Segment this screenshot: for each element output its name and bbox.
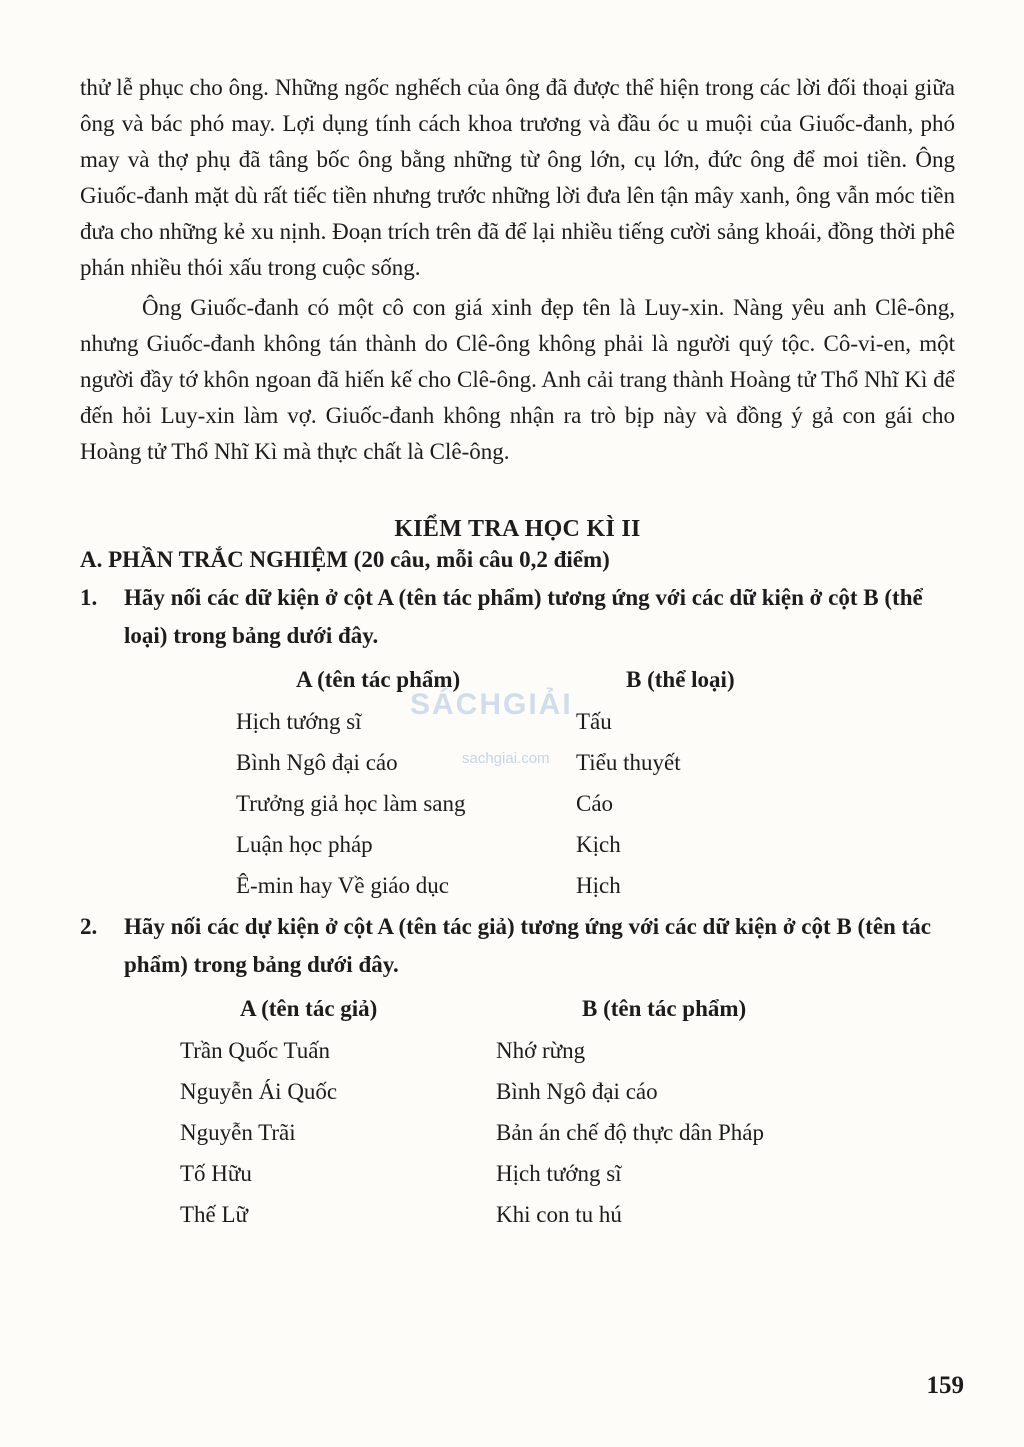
column-b-cell: Hịch <box>576 872 621 898</box>
section-title: KIỂM TRA HỌC KÌ II <box>394 516 641 542</box>
column-a-header: A (tên tác phẩm) <box>296 667 461 692</box>
page-content <box>80 70 955 1235</box>
paragraph-2: Ông Giuốc-đanh có một cô con giá xinh đẹp tên là Luy-xin. Nàng yêu anh Clê-ông, nhưng Giuốc-đanh không tán thành do Clê-ông không phải là người quý tộc. Cô-vi-en, một người đầy tớ khôn ngoan đã hiến kế cho Clê-ông. Anh cải trang thành Hoàng tử Thổ Nhĩ Kì để đến hỏi Luy-xin làm vợ. Giuốc-đanh không nhận ra trò bịp này và đồng ý gả con gái cho Hoàng tử Thổ Nhĩ Kì mà thực chất là Clê-ông. <box>80 295 955 464</box>
column-b-cell: Bình Ngô đại cáo <box>496 1078 658 1104</box>
question-text: Hãy nối các dự kiện ở cột A (tên tác giả) tương ứng với các dữ kiện ở cột B (tên tác phẩm) trong bảng dưới đây. <box>124 914 931 977</box>
column-a-cell: Luận học pháp <box>236 831 373 857</box>
paragraph-1: thử lễ phục cho ông. Những ngốc nghếch của ông đã được thể hiện trong các lời đối thoại giữa ông và bác phó may. Lợi dụng tính cách khoa trương và đầu óc u muội của Giuốc-đanh, phó may và thợ phụ đã tâng bốc ông bằng những từ ông lớn, cụ lớn, đức ông để moi tiền. Ông Giuốc-đanh mặt dù rất tiếc tiền nhưng trước những lời đưa lên tận mây xanh, ông vẫn móc tiền đưa cho những kẻ xu nịnh. Đoạn trích trên đã để lại nhiều tiếng cười sảng khoái, đồng thời phê phán nhiều thói xấu trong cuộc sống. <box>80 75 955 280</box>
question-number: 2. <box>80 914 98 939</box>
column-b-cell: Bản án chế độ thực dân Pháp <box>496 1119 764 1145</box>
column-a-cell: Trưởng giả học làm sang <box>236 790 466 816</box>
column-b-header: B (thể loại) <box>626 667 735 692</box>
page-number: 159 <box>926 1372 964 1399</box>
watermark-logo: SÁCHGIẢI <box>410 688 573 721</box>
table-header <box>80 988 955 1030</box>
table-row <box>80 1030 955 1071</box>
table-row <box>80 824 955 865</box>
column-b-cell: Tiểu thuyết <box>576 749 681 775</box>
table-row <box>80 865 955 906</box>
question-1 <box>80 579 955 655</box>
column-a-cell: Bình Ngô đại cáo <box>236 749 398 775</box>
column-b-cell: Kịch <box>576 831 621 857</box>
column-a-cell: Hịch tướng sĩ <box>236 708 362 734</box>
watermark-url: sachgiai.com <box>462 750 550 767</box>
column-a-header: A (tên tác giả) <box>240 996 378 1021</box>
table-row <box>80 1194 955 1235</box>
table-row <box>80 783 955 824</box>
column-b-cell: Cáo <box>576 790 614 816</box>
column-b-cell: Khi con tu hú <box>496 1201 622 1227</box>
question-text: Hãy nối các dữ kiện ở cột A (tên tác phẩm) tương ứng với các dữ kiện ở cột B (thể loại) trong bảng dưới đây. <box>124 585 923 648</box>
part-title: A. PHẦN TRẮC NGHIỆM (20 câu, mỗi câu 0,2 điểm) <box>80 547 610 572</box>
column-b-cell: Tấu <box>576 708 612 734</box>
column-a-cell: Tố Hữu <box>180 1160 252 1186</box>
column-a-cell: Trần Quốc Tuấn <box>180 1037 330 1063</box>
column-a-cell: Ê-min hay Về giáo dục <box>236 872 449 898</box>
table-row <box>80 1112 955 1153</box>
matching-table-2 <box>80 988 955 1235</box>
column-b-cell: Hịch tướng sĩ <box>496 1160 622 1186</box>
table-row <box>80 1153 955 1194</box>
column-a-cell: Nguyễn Ái Quốc <box>180 1078 338 1104</box>
column-b-cell: Nhớ rừng <box>496 1037 586 1063</box>
column-a-cell: Nguyễn Trãi <box>180 1119 296 1145</box>
column-b-header: B (tên tác phẩm) <box>582 996 747 1021</box>
table-row <box>80 1071 955 1112</box>
question-2 <box>80 908 955 984</box>
question-number: 1. <box>80 585 98 610</box>
column-a-cell: Thế Lữ <box>180 1201 249 1227</box>
